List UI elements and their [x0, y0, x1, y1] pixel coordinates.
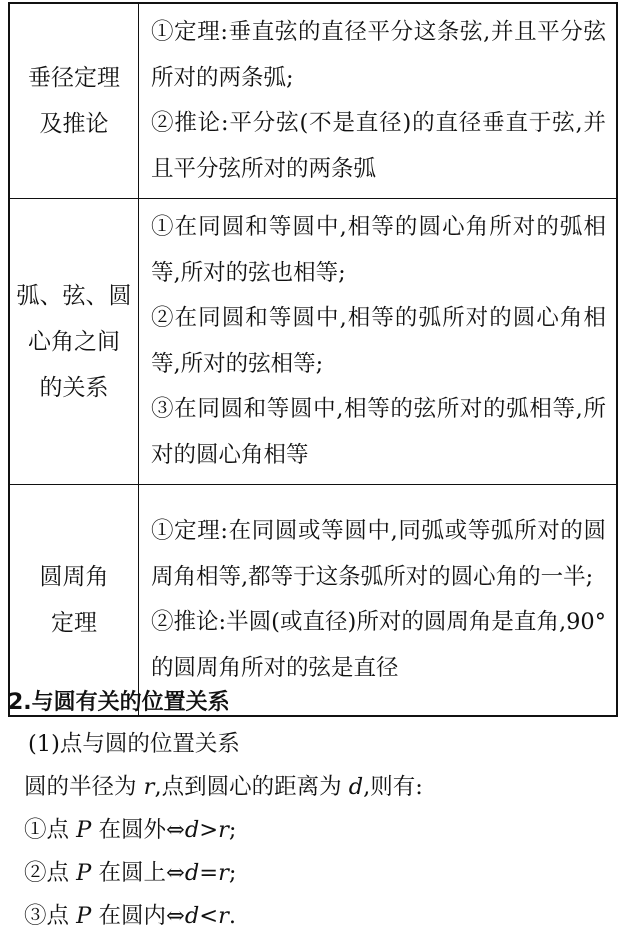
point-symbol: P	[76, 860, 92, 886]
row-label-cell	[9, 199, 139, 485]
relation-symbol: >	[199, 817, 219, 843]
row-label-cell	[9, 3, 139, 199]
theorem-item: ①定理:在同圆或等圆中,同弧或等弧所对的圆周角相等,都等于这条弧所对的圆心角的一半;	[151, 518, 606, 590]
relation-item: ③在同圆和等圆中,相等的弦所对的弧相等,所对的圆心角相等	[151, 396, 606, 468]
case-location: 在圆上⇔	[98, 860, 185, 886]
table-row	[9, 3, 617, 199]
point-symbol: P	[76, 903, 92, 929]
row-label-line: 心角之间	[28, 328, 120, 355]
case-location: 在圆内⇔	[98, 903, 185, 929]
case-line	[8, 895, 618, 938]
radius-symbol: r	[143, 774, 155, 800]
case-end: ;	[228, 817, 237, 843]
intro-line	[8, 766, 618, 809]
table-row	[9, 485, 617, 717]
position-relation-section	[8, 683, 618, 938]
case-line	[8, 809, 618, 852]
row-label-line: 垂径定理	[28, 65, 120, 91]
section-heading: 2.与圆有关的位置关系	[8, 690, 230, 715]
row-content-cell	[139, 485, 618, 717]
row-content-cell	[139, 199, 618, 485]
relation-item: ①在同圆和等圆中,相等的圆心角所对的弧相等,所对的弦也相等;	[151, 214, 606, 286]
relation-symbol: =	[199, 860, 219, 886]
case-location: 在圆外⇔	[98, 817, 185, 843]
relation-symbol: <	[199, 903, 219, 929]
row-label-line: 及推论	[39, 111, 109, 137]
corollary-item: ②推论:平分弦(不是直径)的直径垂直于弦,并且平分弦所对的两条弧	[151, 110, 606, 182]
row-content-cell	[139, 3, 618, 199]
theorem-table	[8, 2, 618, 717]
distance-symbol: d	[184, 903, 200, 929]
row-label-line: 圆周角	[39, 564, 109, 590]
intro-text: ,点到圆心的距离为	[154, 774, 342, 800]
relation-item: ②在同圆和等圆中,相等的弧所对的圆心角相等,所对的弦相等;	[151, 305, 606, 377]
theorem-item: ①定理:垂直弦的直径平分这条弦,并且平分弦所对的两条弧;	[151, 19, 606, 91]
row-label-line: 弧、弦、圆	[16, 282, 132, 309]
case-prefix: ③点	[24, 903, 70, 929]
point-symbol: P	[76, 817, 92, 843]
case-line	[8, 852, 618, 895]
case-prefix: ①点	[24, 817, 70, 843]
distance-symbol: d	[184, 817, 200, 843]
intro-text: 圆的半径为	[24, 774, 137, 800]
radius-symbol: r	[218, 903, 229, 929]
case-prefix: ②点	[24, 860, 70, 886]
case-end: .	[228, 903, 237, 929]
row-label-cell	[9, 485, 139, 717]
section-subheading: (1)点与圆的位置关系	[28, 731, 240, 757]
table-row	[9, 199, 617, 485]
row-label-line: 的关系	[39, 374, 109, 401]
radius-symbol: r	[218, 860, 229, 886]
case-end: ;	[228, 860, 237, 886]
radius-symbol: r	[218, 817, 229, 843]
row-label-line: 定理	[51, 610, 97, 636]
distance-symbol: d	[184, 860, 200, 886]
corollary-item: ②推论:半圆(或直径)所对的圆周角是直角,90°的圆周角所对的弦是直径	[151, 609, 606, 681]
distance-symbol: d	[348, 774, 364, 800]
intro-text: ,则有:	[363, 774, 423, 800]
